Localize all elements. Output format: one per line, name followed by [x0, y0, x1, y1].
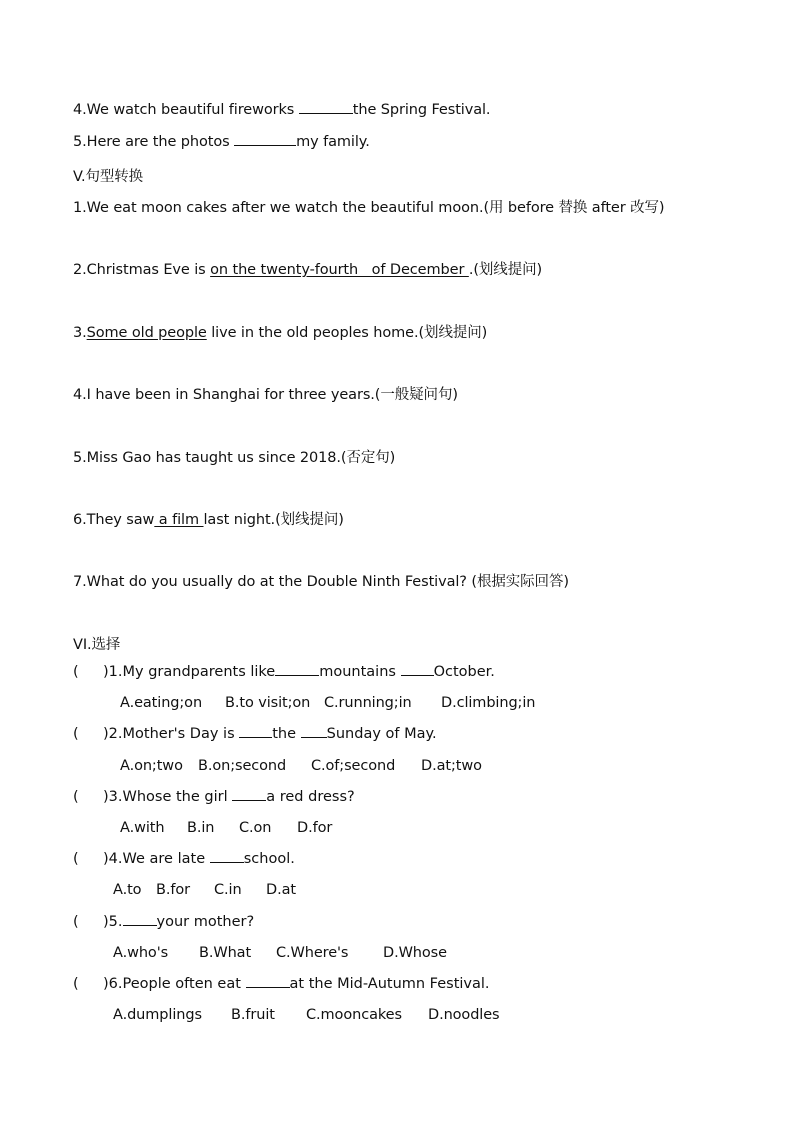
item-text: Here are the photos	[86, 134, 235, 150]
section-v-title: V.句型转换	[73, 169, 144, 185]
answer-blank[interactable]	[234, 144, 296, 146]
answer-blank[interactable]	[246, 986, 290, 988]
option-b[interactable]: B.in	[187, 820, 215, 836]
question-number: 4.	[108, 851, 123, 867]
answer-blank[interactable]	[275, 674, 319, 676]
item-text: last night.(划线提问)	[203, 512, 344, 528]
choice-question-1	[0, 664, 794, 686]
fill-blank-item-4	[73, 102, 490, 118]
question-part: People often eat	[122, 976, 246, 992]
transform-item-4: 4.I have been in Shanghai for three years.(一般疑问句)	[73, 387, 458, 403]
choice-question-6	[0, 976, 794, 998]
options-row-6	[0, 1007, 794, 1029]
underlined-phrase: on the twenty-fourth of December	[210, 262, 469, 278]
question-number: 3.	[108, 789, 123, 805]
answer-blank[interactable]	[401, 674, 434, 676]
option-d[interactable]: D.climbing;in	[441, 695, 536, 711]
option-d[interactable]: D.noodles	[428, 1007, 500, 1023]
question-number: 1.	[108, 664, 123, 680]
item-text: 3.	[73, 325, 87, 341]
transform-item-1: 1.We eat moon cakes after we watch the beautiful moon.(用 before 替换 after 改写)	[73, 200, 665, 216]
answer-blank[interactable]	[239, 736, 272, 738]
item-number: 5.	[73, 134, 87, 150]
question-part: We are late	[122, 851, 210, 867]
options-row-5	[0, 945, 794, 967]
question-part: Mother's Day is	[122, 726, 240, 742]
option-b[interactable]: B.What	[199, 945, 252, 961]
question-text	[103, 914, 254, 930]
question-part: a red dress?	[266, 789, 355, 805]
option-d[interactable]: D.at;two	[421, 758, 482, 774]
question-part: your mother?	[156, 914, 255, 930]
answer-blank[interactable]	[123, 924, 157, 926]
item-text: my family.	[296, 134, 370, 150]
options-row-3	[0, 820, 794, 842]
answer-paren-open[interactable]: (	[73, 726, 79, 742]
choice-question-2	[0, 726, 794, 748]
choice-question-4	[0, 851, 794, 873]
answer-paren-open[interactable]: (	[73, 914, 79, 930]
option-a[interactable]: A.on;two	[120, 758, 183, 774]
answer-blank[interactable]	[232, 799, 266, 801]
option-c[interactable]: C.on	[239, 820, 272, 836]
answer-paren-open[interactable]: (	[73, 664, 79, 680]
question-number: 6.	[108, 976, 123, 992]
option-b[interactable]: B.fruit	[231, 1007, 275, 1023]
item-text: live in the old peoples home.(划线提问)	[206, 325, 488, 341]
answer-paren-open[interactable]: (	[73, 851, 79, 867]
answer-paren-close: )	[103, 664, 109, 680]
item-text: 6.They saw	[73, 512, 155, 528]
option-d[interactable]: D.Whose	[383, 945, 447, 961]
transform-item-3	[73, 321, 487, 342]
underlined-phrase: Some old people	[86, 325, 207, 341]
option-c[interactable]: C.in	[214, 882, 242, 898]
option-a[interactable]: A.eating;on	[120, 695, 203, 711]
choice-question-3	[0, 789, 794, 811]
question-part: My grandparents like	[122, 664, 276, 680]
options-row-1	[0, 695, 794, 717]
option-a[interactable]: A.dumplings	[113, 1007, 202, 1023]
answer-paren-close: )	[103, 851, 109, 867]
question-part: Whose the girl	[122, 789, 233, 805]
options-row-4	[0, 882, 794, 904]
answer-blank[interactable]	[299, 112, 353, 114]
answer-blank[interactable]	[210, 861, 244, 863]
item-text: .(划线提问)	[468, 262, 543, 278]
transform-item-2	[73, 258, 542, 279]
answer-paren-close: )	[103, 914, 109, 930]
question-part: the	[272, 726, 301, 742]
item-text: 2.Christmas Eve is	[73, 262, 211, 278]
option-b[interactable]: B.for	[156, 882, 190, 898]
question-part: at the Mid-Autumn Festival.	[289, 976, 490, 992]
option-a[interactable]: A.to	[113, 882, 142, 898]
answer-paren-close: )	[103, 789, 109, 805]
answer-blank[interactable]	[301, 736, 327, 738]
option-d[interactable]: D.for	[297, 820, 333, 836]
option-c[interactable]: C.running;in	[324, 695, 412, 711]
option-c[interactable]: C.mooncakes	[306, 1007, 402, 1023]
question-number: 5.	[108, 914, 123, 930]
question-number: 2.	[108, 726, 123, 742]
transform-item-5: 5.Miss Gao has taught us since 2018.(否定句)	[73, 450, 396, 466]
option-d[interactable]: D.at	[266, 882, 296, 898]
section-vi-title: VI.选择	[73, 637, 121, 653]
choice-question-5	[0, 914, 794, 936]
option-b[interactable]: B.on;second	[198, 758, 287, 774]
question-part: mountains	[319, 664, 401, 680]
option-c[interactable]: C.Where's	[276, 945, 349, 961]
transform-item-6	[73, 508, 344, 529]
option-a[interactable]: A.with	[120, 820, 165, 836]
item-text: the Spring Festival.	[352, 102, 491, 118]
answer-paren-open[interactable]: (	[73, 976, 79, 992]
option-b[interactable]: B.to visit;on	[225, 695, 311, 711]
question-text	[103, 664, 495, 680]
answer-paren-close: )	[103, 976, 109, 992]
question-part: school.	[243, 851, 295, 867]
answer-paren-open[interactable]: (	[73, 789, 79, 805]
question-text	[103, 789, 355, 805]
question-part: Sunday of May.	[326, 726, 437, 742]
option-a[interactable]: A.who's	[113, 945, 169, 961]
question-part: October.	[433, 664, 495, 680]
item-number: 4.	[73, 102, 87, 118]
question-text	[103, 976, 490, 992]
fill-blank-item-5	[73, 134, 370, 150]
question-text	[103, 726, 437, 742]
transform-item-7: 7.What do you usually do at the Double Ninth Festival? (根据实际回答)	[73, 574, 569, 590]
item-text: We watch beautiful fireworks	[86, 102, 299, 118]
question-text	[103, 851, 295, 867]
underlined-phrase: a film	[154, 512, 204, 528]
options-row-2	[0, 758, 794, 780]
answer-paren-close: )	[103, 726, 109, 742]
option-c[interactable]: C.of;second	[311, 758, 396, 774]
